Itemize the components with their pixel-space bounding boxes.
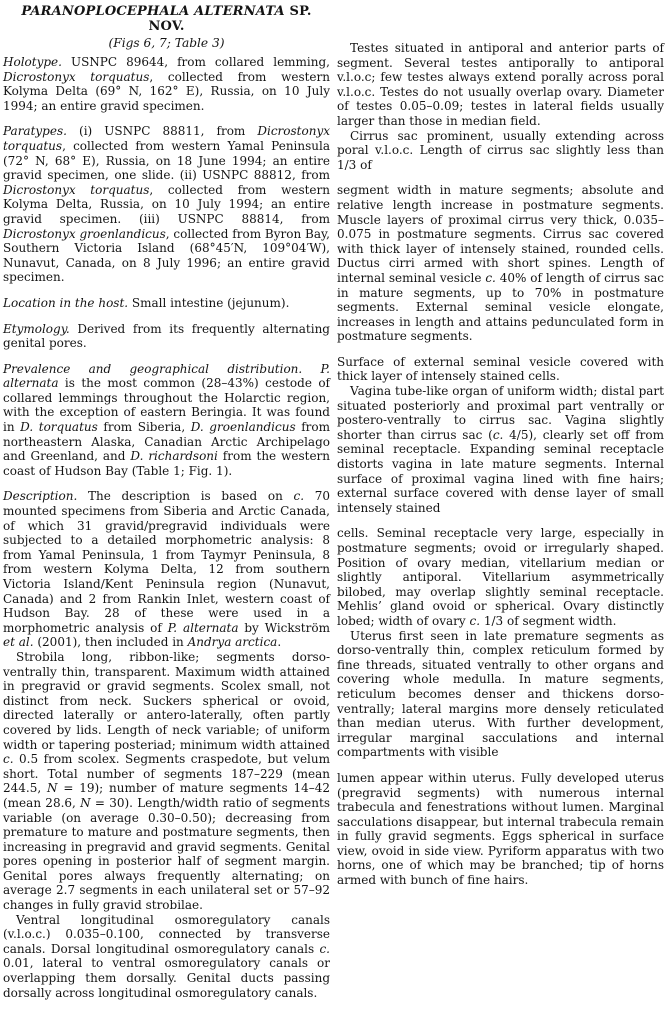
text-run: 0.01, lateral to ventral osmoregulatory canals or overlapping them dorsally. Genital ducts passing dorsally across longitudinal osmoregulatory canals. (3, 956, 330, 1000)
paragraph (337, 384, 664, 515)
text-run: is the most common (28–43%) cestode of collared lemmings throughout the Holarctic region, with the exception of eastern Beringia. It was found in (3, 376, 330, 435)
text-run: 40% of length of cirrus sac in mature segments, up to 70% in postmature segments. External seminal vesicle elongate, increases in length and attains pedunculated form in postmature segments. (337, 270, 665, 344)
text-run: Ventral longitudinal osmoregulatory canals (v.l.o.c.) 0.035–0.100, connected by transverse canals. Dorsal longitudinal osmoregulatory canals (3, 912, 330, 956)
text-run: (i) USNPC 88811, from (66, 124, 258, 139)
text-run: , collected from western Kolyma Delta, Russia, on 10 July 1994; an entire gravid specimen. (iii) USNPC 88814, from (3, 182, 330, 226)
text-run: 1/3 of segment width. (480, 613, 617, 628)
text-run: 0.5 from scolex. Segments craspedote, but velum short. Total number of segments 187–229 (mean 244.5, (3, 752, 330, 796)
text-run: from northeastern Alaska, Canadian Arctic Archipelago and Greenland, and (3, 420, 330, 464)
italic-text-run: et al. (3, 635, 34, 650)
paragraph (3, 55, 330, 113)
paragraph (3, 322, 330, 351)
paragraph (3, 362, 330, 479)
italic-text-run: Dicrostonyx torquatus (3, 182, 150, 197)
paragraph (3, 296, 330, 311)
italic-text-run: D. richardsoni (130, 449, 218, 464)
species-title-suffix: SP. NOV. (148, 4, 312, 34)
text-run: cells. Seminal receptacle very large, especially in postmature segments; ovoid or irregularly shaped. Position of ovary median, vitellarium median or slightly antiporal. Vitellarium asymmetrically bilobed, may overlap slightly seminal receptacle. Mehlis’ gland ovoid or spherical. Ovary distinctly lobed; width of ovary (337, 526, 664, 628)
text-run: Strobila long, ribbon-like; segments dorso-ventrally thin, transparent. Maximum width attained in pregravid or gravid segments. Scolex small, not distinct from neck. Suckers spherical or ovoid, directed laterally or antero-laterally, often partly covered by lids. Length of neck variable; of uniform width or tapering posteriad; minimum width attained (3, 649, 330, 752)
right-column (337, 2, 664, 1036)
paragraph (337, 183, 664, 344)
text-run: Uterus first seen in late premature segments as dorso-ventrally thin, complex reticulum formed by fine threads, situated ventrally to other organs and covering whole medulla. In mature segments, reticulum becomes denser and thickens dorso-ventrally; lateral margins more densely reticulated than median uterus. With further development, irregular marginal sacculations and internal compartments with visible (337, 628, 664, 760)
text-run: = 19); number of mature segments 14–42 (mean 28.6, (3, 781, 330, 810)
italic-text-run: D. torquatus (20, 420, 98, 435)
text-run: Small intestine (jejunum). (128, 295, 290, 310)
italic-text-run: Description. (3, 489, 78, 504)
paragraph (3, 650, 330, 913)
left-column (3, 2, 330, 1036)
species-title-name: PARANOPLOCEPHALA ALTERNATA (21, 4, 285, 19)
italic-text-run: Etymology. (3, 321, 70, 336)
text-run (302, 362, 320, 376)
text-run: (2001), then included in (33, 635, 188, 650)
paragraph (337, 629, 664, 760)
paragraph (337, 129, 664, 173)
paragraph (3, 489, 330, 650)
italic-text-run: N (47, 781, 58, 796)
text-run: Testes situated in antiporal and anterior parts of segment. Several testes antiporally to antiporal v.l.o.c; few testes always extend porally across poral v.l.o.c. Testes do not usually overlap ovary. Diameter of testes 0.05–0.09; testes in lateral fields usually larger than those in median field. (337, 41, 664, 128)
text-run: 70 mounted specimens from Siberia and Arctic Canada, of which 31 gravid/pregravid individuals were subjected to a detailed morphometric analysis: 8 from Yamal Peninsula, 1 from Taymyr Peninsula, 8 from western Kolyma Delta, 12 from southern Victoria Island/Kent Peninsula region (Nunavut, Canada) and 2 from Rankin Inlet, western coast of Hudson Bay. 28 of these were used in a morphometric analysis of (3, 489, 330, 635)
text-run: by Wickström (238, 620, 330, 635)
text-run: USNPC 89644, from collared lemming, (61, 55, 330, 69)
italic-text-run: Andrya arctica (187, 635, 278, 650)
italic-text-run: Prevalence and geographical distribution. (3, 361, 303, 376)
italic-text-run: Dicrostonyx torquatus (3, 69, 150, 84)
text-run: . (277, 635, 282, 650)
figure-reference-subtitle: (Figs 6, 7; Table 3) (108, 36, 225, 50)
paragraph (3, 913, 330, 1001)
italic-text-run: P. alternata (3, 361, 330, 391)
text-run: Derived from its frequently alternating genital pores. (3, 321, 330, 351)
italic-text-run: Paratypes. (3, 124, 67, 139)
text-run: from Siberia, (97, 420, 191, 435)
text-run: segment width in mature segments; absolute and relative length increase in postmature segments. Muscle layers of proximal cirrus very thick, 0.035–0.075 in postmature segments. Cirrus sac covered with thick layer of intensely stained, rounded cells. Ductus cirri armed with short spines. Length of internal seminal vesicle (337, 183, 664, 285)
left-column-paragraphs (3, 55, 330, 1000)
italic-text-run: c. (485, 270, 496, 285)
italic-text-run: Holotype. (3, 55, 62, 69)
text-run: Surface of external seminal vesicle covered with thick layer of intensely stained cells. (337, 354, 664, 384)
italic-text-run: Dicrostonyx groenlandicus (3, 226, 166, 241)
paragraph (337, 771, 664, 888)
text-run: , collected from western Yamal Peninsula (72° N, 68° E), Russia, on 18 June 1994; an entire gravid specimen, one slide. (ii) USNPC 88812, from (3, 138, 330, 183)
right-column-paragraphs (337, 41, 664, 888)
text-run: from the western coast of Hudson Bay (Table 1; Fig. 1). (3, 449, 331, 478)
species-title (3, 4, 330, 34)
italic-text-run: c. (293, 489, 305, 504)
italic-text-run: c. (3, 752, 14, 767)
italic-text-run: P. alternata (167, 620, 239, 635)
text-run: Cirrus sac prominent, usually extending across poral v.l.o.c. Length of cirrus sac slightly less than 1/3 of (337, 128, 664, 172)
paragraph (337, 526, 664, 628)
text-run: = 30). Length/width ratio of segments variable (on average 0.30–0.50); decreasing from premature to mature and postmature segments, then increasing in pregravid and gravid segments. Genital pores opening in posterior half of segment margin. Genital pores always frequently alternating; on average 2.7 segments in each unilateral set or 57–92 changes in fully gravid strobilae. (3, 795, 330, 913)
text-run: , collected from Byron Bay, Southern Victoria Island (68°45′N, 109°04′W), Nunavut, Canada, on 8 July 1996; an entire gravid specimen. (3, 226, 330, 285)
italic-text-run: c. (492, 427, 504, 442)
italic-text-run: Location in the host. (3, 295, 129, 310)
text-run: Vagina tube-like organ of uniform width; distal part situated posteriorly and proximal part ventrally or postero-ventrally to cirrus sac. Vagina slightly shorter than cirrus sac ( (337, 384, 664, 442)
italic-text-run: c. (319, 941, 330, 956)
italic-text-run: D. groenlandicus (190, 420, 296, 435)
paragraph (337, 41, 664, 129)
paragraph (337, 355, 664, 384)
italic-text-run: c. (469, 613, 481, 628)
text-run: The description is based on (77, 489, 294, 504)
text-run: 4/5), clearly set off from seminal receptacle. Expanding seminal receptacle distorts vagina in late mature segments. Internal surface of proximal vagina lined with fine hairs; external surface covered with dense layer of small intensely stained (337, 427, 664, 515)
italic-text-run: Dicrostonyx torquatus (3, 124, 330, 153)
italic-text-run: N (80, 795, 91, 810)
text-run: , collected from western Kolyma Delta (69° N, 162° E), Russia, on 10 July 1994; an entire gravid specimen. (3, 69, 330, 113)
text-run: lumen appear within uterus. Fully developed uterus (pregravid segments) with numerous internal trabecula and fenestrations without lumen. Marginal sacculations disappear, but internal trabecula remain in fully gravid segments. Eggs spherical in surface view, ovoid in side view. Pyriform apparatus with two horns, one of which may be branched; tip of horns armed with bunch of fine hairs. (337, 770, 664, 888)
paragraph (3, 124, 330, 285)
